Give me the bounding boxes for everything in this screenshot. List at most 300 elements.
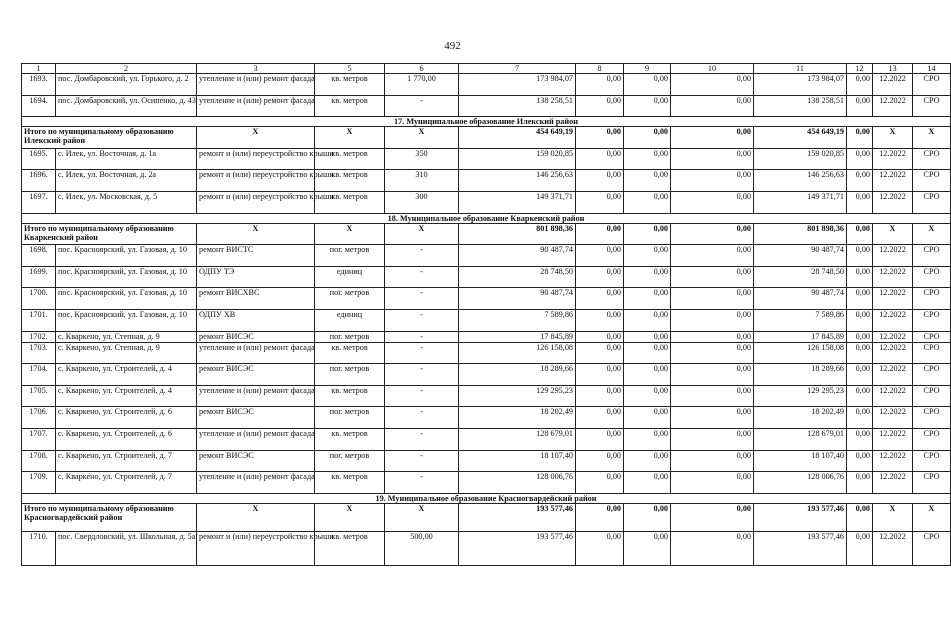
qty-cell: - <box>385 472 459 494</box>
col9-cell: 0,00 <box>624 331 671 342</box>
total-label: Итого по муниципальному образованию Красногвардейский район <box>22 503 197 531</box>
unit-cell: пог. метров <box>315 450 385 472</box>
source-cell: СРО <box>913 191 951 213</box>
col11-cell: 18 289,66 <box>754 364 847 386</box>
col-header: 10 <box>671 64 754 74</box>
col10-cell: 0,00 <box>671 331 754 342</box>
col8-cell: 0,00 <box>576 309 624 331</box>
unit-cell: X <box>315 223 385 245</box>
col11-cell: 146 256,63 <box>754 170 847 192</box>
total-cost-cell: 18 289,66 <box>459 364 576 386</box>
date-cell: 12.2022 <box>873 342 913 364</box>
unit-cell: единиц <box>315 309 385 331</box>
date-cell: 12.2022 <box>873 364 913 386</box>
total-cost-cell: 159 020,85 <box>459 148 576 170</box>
col11-cell: 128 006,76 <box>754 472 847 494</box>
table-row <box>22 288 951 310</box>
address-cell: с. Илек, ул. Московская, д. 5 <box>56 191 197 213</box>
col11-cell: 149 371,71 <box>754 191 847 213</box>
qty-cell: - <box>385 245 459 267</box>
row-number: 1707. <box>22 428 56 450</box>
col8-cell: 0,00 <box>576 342 624 364</box>
col-header: 9 <box>624 64 671 74</box>
col12-cell: 0,00 <box>847 407 873 429</box>
col8-cell: 0,00 <box>576 364 624 386</box>
col9-cell: 0,00 <box>624 342 671 364</box>
col9-cell: 0,00 <box>624 223 671 245</box>
col-header: 13 <box>873 64 913 74</box>
total-cost-cell: 138 258,51 <box>459 95 576 117</box>
col11-cell: 90 487,74 <box>754 245 847 267</box>
source-cell: X <box>913 127 951 149</box>
col9-cell: 0,00 <box>624 385 671 407</box>
col9-cell: 0,00 <box>624 472 671 494</box>
col8-cell: 0,00 <box>576 472 624 494</box>
col12-cell: 0,00 <box>847 148 873 170</box>
total-cost-cell: 128 006,76 <box>459 472 576 494</box>
qty-cell: 300 <box>385 191 459 213</box>
address-cell: с. Кваркено, ул. Степная, д. 9 <box>56 331 197 342</box>
date-cell: X <box>873 223 913 245</box>
address-cell: пос. Красноярский, ул. Газовая, д. 10 <box>56 245 197 267</box>
unit-cell: единиц <box>315 266 385 288</box>
address-cell: с. Кваркено, ул. Степная, д. 9 <box>56 342 197 364</box>
date-cell: 12.2022 <box>873 170 913 192</box>
source-cell: СРО <box>913 74 951 96</box>
col9-cell: 0,00 <box>624 95 671 117</box>
row-number: 1702. <box>22 331 56 342</box>
qty-cell: - <box>385 428 459 450</box>
total-cost-cell: 18 202,49 <box>459 407 576 429</box>
work-cell: ремонт и (или) переустройство крыши <box>197 191 315 213</box>
date-cell: 12.2022 <box>873 191 913 213</box>
col11-cell: 17 845,89 <box>754 331 847 342</box>
unit-cell: пог. метров <box>315 245 385 267</box>
col11-cell: 128 679,01 <box>754 428 847 450</box>
row-number: 1693. <box>22 74 56 96</box>
col12-cell: 0,00 <box>847 245 873 267</box>
col11-cell: 28 748,50 <box>754 266 847 288</box>
date-cell: X <box>873 127 913 149</box>
unit-cell: пог. метров <box>315 364 385 386</box>
table-row <box>22 472 951 494</box>
col12-cell: 0,00 <box>847 288 873 310</box>
col8-cell: 0,00 <box>576 385 624 407</box>
col12-cell: 0,00 <box>847 266 873 288</box>
col8-cell: 0,00 <box>576 127 624 149</box>
col10-cell: 0,00 <box>671 364 754 386</box>
row-number: 1697. <box>22 191 56 213</box>
col9-cell: 0,00 <box>624 245 671 267</box>
unit-cell: X <box>315 127 385 149</box>
source-cell: СРО <box>913 331 951 342</box>
unit-cell: кв. метров <box>315 191 385 213</box>
col10-cell: 0,00 <box>671 309 754 331</box>
work-cell: утепление и (или) ремонт фасада <box>197 74 315 96</box>
qty-cell: - <box>385 266 459 288</box>
section-title: 17. Муниципальное образование Илекский район <box>22 117 951 127</box>
total-label: Итого по муниципальному образованию Кваркенский район <box>22 223 197 245</box>
col-header: 2 <box>56 64 197 74</box>
table-row <box>22 450 951 472</box>
col-header: 8 <box>576 64 624 74</box>
col-header: 3 <box>197 64 315 74</box>
col9-cell: 0,00 <box>624 503 671 531</box>
table-row <box>22 364 951 386</box>
unit-cell: кв. метров <box>315 170 385 192</box>
col-header: 1 <box>22 64 56 74</box>
col11-cell: 126 158,08 <box>754 342 847 364</box>
col12-cell: 0,00 <box>847 450 873 472</box>
source-cell: СРО <box>913 531 951 565</box>
date-cell: 12.2022 <box>873 309 913 331</box>
work-cell: ремонт ВИСЭС <box>197 331 315 342</box>
section-title: 19. Муниципальное образование Красногвардейский район <box>22 493 951 503</box>
table-row <box>22 266 951 288</box>
col12-cell: 0,00 <box>847 503 873 531</box>
unit-cell: кв. метров <box>315 531 385 565</box>
source-cell: СРО <box>913 342 951 364</box>
col10-cell: 0,00 <box>671 472 754 494</box>
col10-cell: 0,00 <box>671 170 754 192</box>
row-number: 1701. <box>22 309 56 331</box>
qty-cell: - <box>385 95 459 117</box>
col9-cell: 0,00 <box>624 364 671 386</box>
qty-cell: - <box>385 450 459 472</box>
table-row <box>22 331 951 342</box>
qty-cell: 350 <box>385 148 459 170</box>
unit-cell: кв. метров <box>315 385 385 407</box>
table-row <box>22 148 951 170</box>
col10-cell: 0,00 <box>671 95 754 117</box>
col9-cell: 0,00 <box>624 170 671 192</box>
qty-cell: X <box>385 503 459 531</box>
address-cell: пос. Свердловский, ул. Школьная, д. 5а <box>56 531 197 565</box>
table-row <box>22 385 951 407</box>
unit-cell: кв. метров <box>315 472 385 494</box>
work-cell: утепление и (или) ремонт фасада <box>197 472 315 494</box>
unit-cell: пог. метров <box>315 331 385 342</box>
col10-cell: 0,00 <box>671 342 754 364</box>
section-row <box>22 493 951 503</box>
address-cell: с. Илек, ул. Восточная, д. 1а <box>56 148 197 170</box>
table-row <box>22 309 951 331</box>
work-cell: утепление и (или) ремонт фасада <box>197 428 315 450</box>
source-cell: СРО <box>913 288 951 310</box>
qty-cell: 1 770,00 <box>385 74 459 96</box>
address-cell: с. Кваркено, ул. Строителей, д. 4 <box>56 364 197 386</box>
total-cost-cell: 146 256,63 <box>459 170 576 192</box>
source-cell: СРО <box>913 245 951 267</box>
row-number: 1709. <box>22 472 56 494</box>
source-cell: СРО <box>913 472 951 494</box>
date-cell: 12.2022 <box>873 331 913 342</box>
col-header: 11 <box>754 64 847 74</box>
total-cost-cell: 128 679,01 <box>459 428 576 450</box>
source-cell: X <box>913 503 951 531</box>
unit-cell: кв. метров <box>315 428 385 450</box>
row-number: 1703. <box>22 342 56 364</box>
col8-cell: 0,00 <box>576 428 624 450</box>
col10-cell: 0,00 <box>671 450 754 472</box>
col11-cell: 159 020,85 <box>754 148 847 170</box>
col11-cell: 7 589,86 <box>754 309 847 331</box>
col12-cell: 0,00 <box>847 74 873 96</box>
total-label: Итого по муниципальному образованию Илекский район <box>22 127 197 149</box>
address-cell: с. Кваркено, ул. Строителей, д. 7 <box>56 472 197 494</box>
col8-cell: 0,00 <box>576 331 624 342</box>
work-cell: утепление и (или) ремонт фасада <box>197 385 315 407</box>
row-number: 1700. <box>22 288 56 310</box>
work-cell: ремонт и (или) переустройство крыши <box>197 170 315 192</box>
date-cell: 12.2022 <box>873 266 913 288</box>
section-row <box>22 117 951 127</box>
unit-cell: кв. метров <box>315 95 385 117</box>
total-row <box>22 503 951 531</box>
address-cell: с. Кваркено, ул. Строителей, д. 6 <box>56 407 197 429</box>
total-cost-cell: 193 577,46 <box>459 531 576 565</box>
address-cell: пос. Красноярский, ул. Газовая, д. 10 <box>56 288 197 310</box>
source-cell: СРО <box>913 450 951 472</box>
date-cell: 12.2022 <box>873 385 913 407</box>
col8-cell: 0,00 <box>576 148 624 170</box>
col10-cell: 0,00 <box>671 288 754 310</box>
address-cell: с. Илек, ул. Восточная, д. 2а <box>56 170 197 192</box>
row-number: 1695. <box>22 148 56 170</box>
address-cell: с. Кваркено, ул. Строителей, д. 4 <box>56 385 197 407</box>
col12-cell: 0,00 <box>847 342 873 364</box>
total-row <box>22 223 951 245</box>
work-cell: ремонт ВИСЭС <box>197 407 315 429</box>
col-header: 14 <box>913 64 951 74</box>
col11-cell: 454 649,19 <box>754 127 847 149</box>
unit-cell: X <box>315 503 385 531</box>
total-cost-cell: 17 845,89 <box>459 331 576 342</box>
unit-cell: кв. метров <box>315 74 385 96</box>
table-row <box>22 95 951 117</box>
total-cost-cell: 173 984,07 <box>459 74 576 96</box>
source-cell: СРО <box>913 148 951 170</box>
table-row <box>22 245 951 267</box>
col10-cell: 0,00 <box>671 531 754 565</box>
total-row <box>22 127 951 149</box>
col9-cell: 0,00 <box>624 450 671 472</box>
col9-cell: 0,00 <box>624 407 671 429</box>
col10-cell: 0,00 <box>671 127 754 149</box>
col9-cell: 0,00 <box>624 309 671 331</box>
qty-cell: X <box>385 127 459 149</box>
date-cell: 12.2022 <box>873 428 913 450</box>
col9-cell: 0,00 <box>624 191 671 213</box>
work-cell: X <box>197 127 315 149</box>
col12-cell: 0,00 <box>847 223 873 245</box>
col9-cell: 0,00 <box>624 428 671 450</box>
address-cell: с. Кваркено, ул. Строителей, д. 6 <box>56 428 197 450</box>
row-number: 1706. <box>22 407 56 429</box>
col11-cell: 193 577,46 <box>754 503 847 531</box>
source-cell: СРО <box>913 266 951 288</box>
col10-cell: 0,00 <box>671 503 754 531</box>
col-header: 7 <box>459 64 576 74</box>
col11-cell: 129 295,23 <box>754 385 847 407</box>
source-cell: СРО <box>913 428 951 450</box>
col11-cell: 18 107,40 <box>754 450 847 472</box>
date-cell: 12.2022 <box>873 407 913 429</box>
total-cost-cell: 129 295,23 <box>459 385 576 407</box>
table-row <box>22 342 951 364</box>
col10-cell: 0,00 <box>671 74 754 96</box>
col10-cell: 0,00 <box>671 428 754 450</box>
source-cell: СРО <box>913 407 951 429</box>
col12-cell: 0,00 <box>847 385 873 407</box>
row-number: 1710. <box>22 531 56 565</box>
table-row <box>22 170 951 192</box>
col12-cell: 0,00 <box>847 127 873 149</box>
col9-cell: 0,00 <box>624 127 671 149</box>
date-cell: X <box>873 503 913 531</box>
date-cell: 12.2022 <box>873 148 913 170</box>
col10-cell: 0,00 <box>671 191 754 213</box>
work-cell: утепление и (или) ремонт фасада <box>197 342 315 364</box>
date-cell: 12.2022 <box>873 450 913 472</box>
date-cell: 12.2022 <box>873 472 913 494</box>
section-title: 18. Муниципальное образование Кваркенский район <box>22 213 951 223</box>
qty-cell: 310 <box>385 170 459 192</box>
unit-cell: кв. метров <box>315 148 385 170</box>
qty-cell: - <box>385 342 459 364</box>
col11-cell: 18 202,49 <box>754 407 847 429</box>
source-cell: СРО <box>913 309 951 331</box>
col12-cell: 0,00 <box>847 428 873 450</box>
col12-cell: 0,00 <box>847 309 873 331</box>
col10-cell: 0,00 <box>671 385 754 407</box>
col11-cell: 90 487,74 <box>754 288 847 310</box>
col8-cell: 0,00 <box>576 503 624 531</box>
work-cell: ремонт и (или) переустройство крыши <box>197 148 315 170</box>
total-cost-cell: 454 649,19 <box>459 127 576 149</box>
col8-cell: 0,00 <box>576 191 624 213</box>
table-row <box>22 407 951 429</box>
col11-cell: 193 577,46 <box>754 531 847 565</box>
work-cell: ремонт ВИСТС <box>197 245 315 267</box>
col12-cell: 0,00 <box>847 170 873 192</box>
unit-cell: кв. метров <box>315 342 385 364</box>
total-cost-cell: 126 158,08 <box>459 342 576 364</box>
col9-cell: 0,00 <box>624 74 671 96</box>
total-cost-cell: 90 487,74 <box>459 288 576 310</box>
date-cell: 12.2022 <box>873 74 913 96</box>
source-cell: СРО <box>913 385 951 407</box>
total-cost-cell: 7 589,86 <box>459 309 576 331</box>
source-cell: СРО <box>913 95 951 117</box>
unit-cell: пог. метров <box>315 288 385 310</box>
source-cell: X <box>913 223 951 245</box>
row-number: 1699. <box>22 266 56 288</box>
col11-cell: 138 258,51 <box>754 95 847 117</box>
address-cell: пос. Домбаровский, ул. Осипенко, д. 43 <box>56 95 197 117</box>
qty-cell: - <box>385 309 459 331</box>
work-cell: ремонт и (или) переустройство крыши <box>197 531 315 565</box>
work-cell: ОДПУ ТЭ <box>197 266 315 288</box>
col9-cell: 0,00 <box>624 266 671 288</box>
date-cell: 12.2022 <box>873 531 913 565</box>
col12-cell: 0,00 <box>847 472 873 494</box>
row-number: 1704. <box>22 364 56 386</box>
col9-cell: 0,00 <box>624 148 671 170</box>
table-row <box>22 191 951 213</box>
page-number: 492 <box>444 40 461 52</box>
col9-cell: 0,00 <box>624 288 671 310</box>
row-number: 1696. <box>22 170 56 192</box>
header-row <box>22 64 951 74</box>
total-cost-cell: 149 371,71 <box>459 191 576 213</box>
section-row <box>22 213 951 223</box>
table-row <box>22 531 951 565</box>
col8-cell: 0,00 <box>576 170 624 192</box>
work-cell: X <box>197 503 315 531</box>
col8-cell: 0,00 <box>576 288 624 310</box>
date-cell: 12.2022 <box>873 95 913 117</box>
qty-cell: - <box>385 385 459 407</box>
work-cell: ремонт ВИСХВС <box>197 288 315 310</box>
col8-cell: 0,00 <box>576 223 624 245</box>
unit-cell: пог. метров <box>315 407 385 429</box>
address-cell: пос. Красноярский, ул. Газовая, д. 10 <box>56 309 197 331</box>
col8-cell: 0,00 <box>576 245 624 267</box>
total-cost-cell: 18 107,40 <box>459 450 576 472</box>
row-number: 1698. <box>22 245 56 267</box>
register-table <box>21 63 951 566</box>
qty-cell: X <box>385 223 459 245</box>
work-cell: X <box>197 223 315 245</box>
source-cell: СРО <box>913 364 951 386</box>
row-number: 1705. <box>22 385 56 407</box>
col12-cell: 0,00 <box>847 531 873 565</box>
total-cost-cell: 193 577,46 <box>459 503 576 531</box>
qty-cell: 500,00 <box>385 531 459 565</box>
col8-cell: 0,00 <box>576 95 624 117</box>
address-cell: пос. Красноярский, ул. Газовая, д. 10 <box>56 266 197 288</box>
qty-cell: - <box>385 288 459 310</box>
col-header: 6 <box>385 64 459 74</box>
address-cell: с. Кваркено, ул. Строителей, д. 7 <box>56 450 197 472</box>
col-header: 12 <box>847 64 873 74</box>
total-cost-cell: 28 748,50 <box>459 266 576 288</box>
table-row <box>22 428 951 450</box>
col-header: 5 <box>315 64 385 74</box>
col8-cell: 0,00 <box>576 266 624 288</box>
col10-cell: 0,00 <box>671 245 754 267</box>
work-cell: ремонт ВИСЭС <box>197 364 315 386</box>
qty-cell: - <box>385 407 459 429</box>
col12-cell: 0,00 <box>847 95 873 117</box>
col8-cell: 0,00 <box>576 531 624 565</box>
col10-cell: 0,00 <box>671 223 754 245</box>
col12-cell: 0,00 <box>847 191 873 213</box>
col8-cell: 0,00 <box>576 450 624 472</box>
row-number: 1708. <box>22 450 56 472</box>
col11-cell: 173 984,07 <box>754 74 847 96</box>
col12-cell: 0,00 <box>847 364 873 386</box>
date-cell: 12.2022 <box>873 245 913 267</box>
table-row <box>22 74 951 96</box>
col10-cell: 0,00 <box>671 266 754 288</box>
work-cell: ОДПУ ХВ <box>197 309 315 331</box>
col11-cell: 801 898,36 <box>754 223 847 245</box>
col12-cell: 0,00 <box>847 331 873 342</box>
row-number: 1694. <box>22 95 56 117</box>
total-cost-cell: 801 898,36 <box>459 223 576 245</box>
